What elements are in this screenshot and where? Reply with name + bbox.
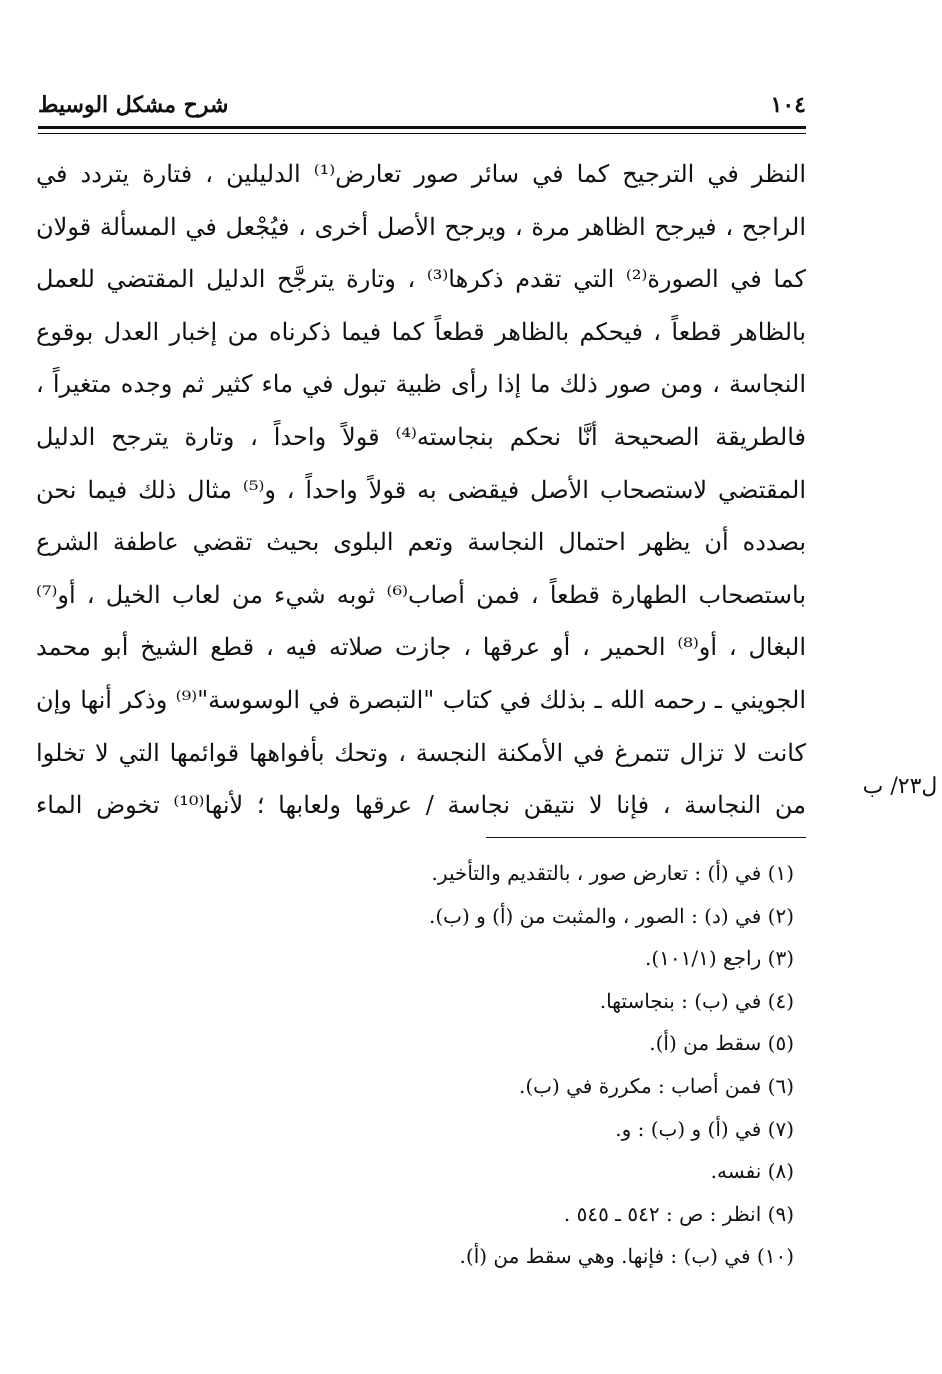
main-text (36, 148, 806, 832)
text-line: كما في الصورة⁽²⁾ التي تقدم ذكرها⁽³⁾ ، وتارة يترجَّح الدليل المقتضي للعمل (36, 265, 806, 294)
manuscript-folio-marker: ل٢٣/ ب (862, 774, 938, 799)
text-line: من النجاسة ، فإنا لا نتيقن نجاسة / عرقها ولعابها ؛ لأنها⁽¹⁰⁾ تخوض الماء (36, 791, 806, 820)
text-line: البغال ، أو⁽⁸⁾ الحمير ، أو عرقها ، جازت صلاته فيه ، قطع الشيخ أبو محمد (36, 633, 806, 662)
footnote: (٨) نفسه. (710, 1159, 794, 1184)
footnote: (١) في (أ) : تعارض صور ، بالتقديم والتأخير. (431, 861, 794, 885)
text-line: النجاسة ، ومن صور ذلك ما إذا رأى ظبية تبول في ماء كثير ثم وجده متغيراً ، (36, 370, 806, 399)
text-line: فالطريقة الصحيحة أنَّا نحكم بنجاسته⁽⁴⁾ قولاً واحداً ، وتارة يترجح الدليل (36, 422, 806, 451)
text-line: المقتضي لاستصحاب الأصل فيقضى به قولاً واحداً ، و⁽⁵⁾ مثال ذلك فيما نحن (36, 475, 806, 504)
footnote: (٧) في (أ) و (ب) : و. (615, 1116, 794, 1141)
text-line: النظر في الترجيح كما في سائر صور تعارض⁽¹⁾ الدليلين ، فتارة يتردد في (36, 160, 806, 188)
text-line: باستصحاب الطهارة قطعاً ، فمن أصاب⁽⁶⁾ ثوبه شيء من لعاب الخيل ، أو⁽⁷⁾ (36, 580, 806, 609)
text-line: كانت لا تزال تتمرغ في الأمكنة النجسة ، وتحك بأفواهها قوائمها التي لا تخلوا (36, 738, 806, 767)
footnote: (٦) فمن أصاب : مكررة في (ب). (518, 1073, 794, 1098)
page-number: ١٠٤ (770, 92, 806, 118)
footnote: (٤) في (ب) : بنجاستها. (599, 988, 794, 1013)
footnote: (٢) في (د) : الصور ، والمثبت من (أ) و (ب). (429, 903, 794, 928)
text-line: الراجح ، فيرجح الظاهر مرة ، ويرجح الأصل أخرى ، فيُجْعل في المسألة قولان (36, 212, 806, 241)
footnotes (174, 852, 794, 1278)
footnote: (٩) انظر : ص : ٥٤٢ ـ ٥٤٥ . (563, 1201, 794, 1226)
footnote: (١٠) في (ب) : فإنها. وهي سقط من (أ). (459, 1244, 794, 1269)
footnote: (٥) سقط من (أ). (649, 1031, 794, 1056)
page-header (38, 92, 806, 122)
footnote: (٣) راجع (١٠١/١). (645, 946, 794, 971)
footnote-separator (486, 837, 806, 838)
running-title: شرح مشكل الوسيط (38, 92, 229, 118)
text-line: بالظاهر قطعاً ، فيحكم بالظاهر قطعاً كما فيما ذكرناه من إخبار العدل بوقوع (36, 317, 806, 346)
header-rule-thin (38, 133, 806, 134)
text-line: الجويني ـ رحمه الله ـ بذلك في كتاب "التبصرة في الوسوسة"⁽⁹⁾ وذكر أنها وإن (36, 685, 806, 714)
text-line: بصدده أن يظهر احتمال النجاسة وتعم البلوى بحيث تقضي عاطفة الشرع (36, 528, 806, 557)
header-rule-thick (38, 126, 806, 129)
